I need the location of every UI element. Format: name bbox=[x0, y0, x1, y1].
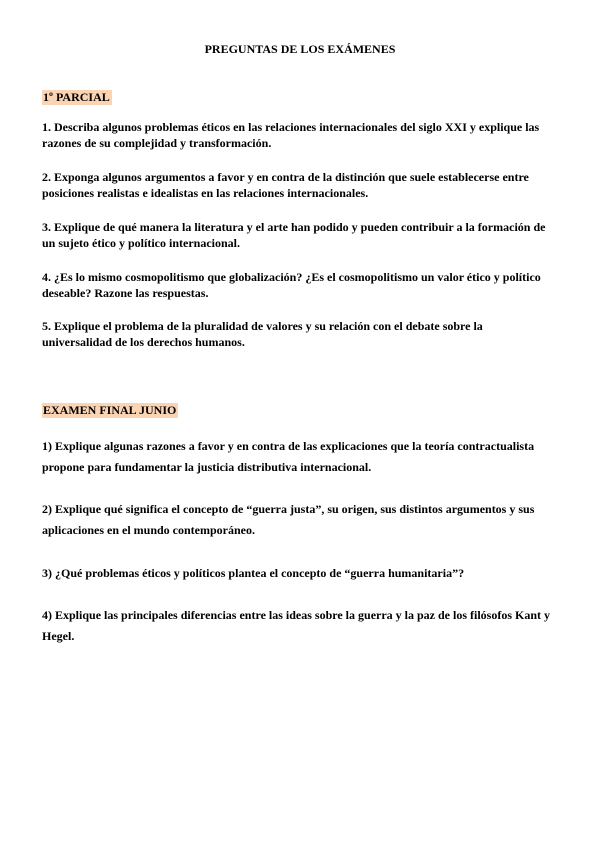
question-final-3: 3) ¿Qué problemas éticos y políticos plantea el concepto de “guerra humanitaria”? bbox=[42, 566, 465, 580]
question-parcial-1: 1. Describa algunos problemas éticos en las relaciones internacionales del siglo XXI y explique las razones de su complejidad y transformación. bbox=[42, 120, 540, 150]
question-final-4: 4) Explique las principales diferencias entre las ideas sobre la guerra y la paz de los filósofos Kant y Hegel. bbox=[42, 608, 551, 643]
document-title: PREGUNTAS DE LOS EXÁMENES bbox=[204, 42, 396, 56]
question-parcial-2: 2. Exponga algunos argumentos a favor y en contra de la distinción que suele establecerse entre posiciones realistas e idealistas en las relaciones internacionales. bbox=[42, 170, 529, 200]
question-parcial-5: 5. Explique el problema de la pluralidad de valores y su relación con el debate sobre la universalidad de los derechos humanos. bbox=[42, 319, 483, 349]
section-heading-parcial: 1º PARCIAL bbox=[43, 90, 110, 104]
question-parcial-4: 4. ¿Es lo mismo cosmopolitismo que globalización? ¿Es el cosmopolitismo un valor ético y político deseable? Razone las respuestas. bbox=[42, 270, 541, 300]
section-heading-examen-final: EXAMEN FINAL JUNIO bbox=[43, 403, 177, 417]
question-parcial-3: 3. Explique de qué manera la literatura y el arte han podido y pueden contribuir a la formación de un sujeto ético y político internacional. bbox=[42, 220, 546, 250]
question-final-2: 2) Explique qué significa el concepto de “guerra justa”, su origen, sus distintos argumentos y sus aplicaciones en el mundo contemporáneo. bbox=[42, 502, 535, 537]
question-final-1: 1) Explique algunas razones a favor y en contra de las explicaciones que la teoría contractualista propone para fundamentar la justicia distributiva internacional. bbox=[42, 439, 535, 474]
